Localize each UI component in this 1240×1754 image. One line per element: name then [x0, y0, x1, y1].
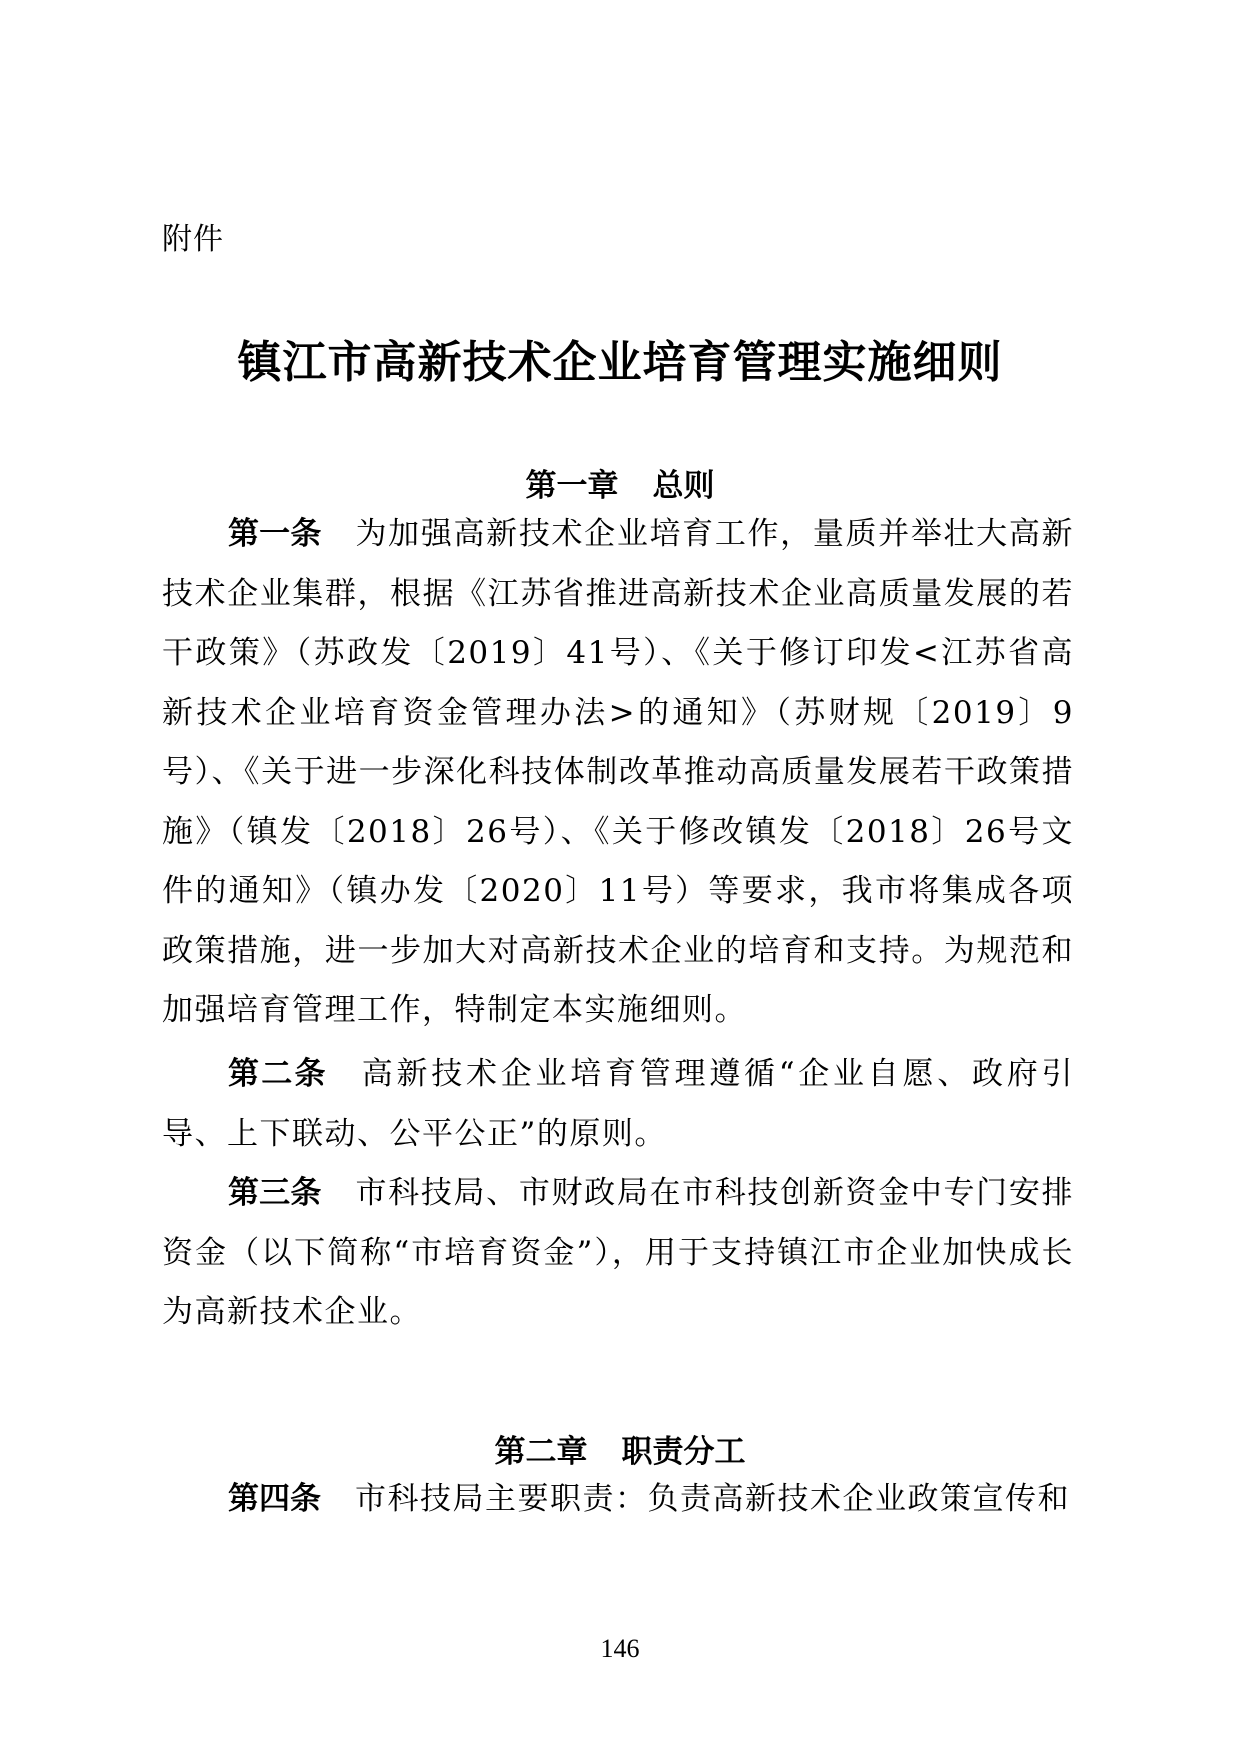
attachment-label: 附件: [162, 222, 224, 257]
chapter-name: 职责分工: [621, 1434, 746, 1470]
article-paragraph: [162, 505, 1074, 1041]
article-label: 第一条: [228, 516, 322, 552]
article-text: 高新技术企业培育管理遵循“企业自愿、政府引导、上下联动、公平公正”的原则。: [162, 1056, 1075, 1152]
chapter-number: 第二章: [494, 1434, 588, 1470]
article-label: 第二条: [228, 1056, 328, 1092]
chapter-name: 总则: [652, 468, 715, 504]
chapter-number: 第一章: [525, 468, 619, 504]
chapter-heading: [0, 460, 1240, 505]
article-paragraph: [162, 1164, 1074, 1343]
article-paragraph: [162, 1470, 1074, 1530]
document-title: 镇江市高新技术企业培育管理实施细则: [237, 337, 1003, 388]
article-label: 第四条: [228, 1481, 321, 1517]
page-number: 146: [600, 1634, 640, 1663]
article-label: 第三条: [228, 1175, 322, 1211]
article-text: 市科技局、市财政局在市科技创新资金中专门安排资金（以下简称“市培育资金”），用于支持镇江市企业加快成长为高新技术企业。: [162, 1175, 1074, 1330]
article-text: 市科技局主要职责：负责高新技术企业政策宣传和: [355, 1481, 1070, 1517]
chapter-heading: [0, 1426, 1240, 1471]
article-paragraph: [162, 1045, 1074, 1164]
article-text: 为加强高新技术企业培育工作，量质并举壮大高新技术企业集群，根据《江苏省推进高新技术企业高质量发展的若干政策》（苏政发〔2019〕41号）、《关于修订印发<江苏省高新技术企业培育资金管理办法>的通知》（苏财规〔2019〕9号）、《关于进一步深化科技体制改革推动高质量发展若干政策措施》（镇发〔2018〕26号）、《关于修改镇发〔2018〕26号文件的通知》（镇办发〔2020〕11号）等要求，我市将集成各项政策措施，进一步加大对高新技术企业的培育和支持。为规范和加强培育管理工作，特制定本实施细则。: [162, 516, 1074, 1028]
